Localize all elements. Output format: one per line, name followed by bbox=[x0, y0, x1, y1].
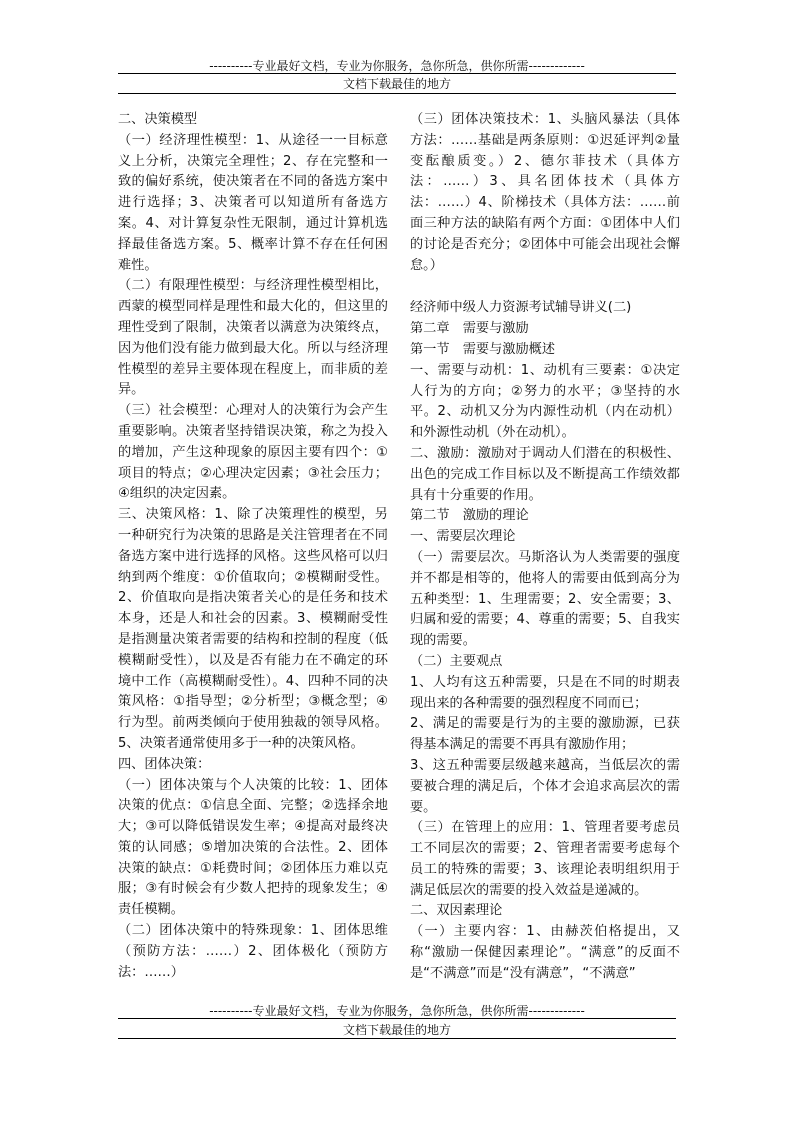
paragraph-economic-rational-model: （一）经济理性模型：1、从途径一一目标意义上分析，决策完全理性；2、存在完整和一致的偏好系统，使决策者在不同的备选方案中进行选择；3、决策者可以知道所有备选方案。4、对计算复杂性无限制，通过计算机选择最佳备选方案。5、概率计算不存在任何困难性。 bbox=[118, 132, 388, 273]
section-heading-1: 第一节 需要与激励概述 bbox=[410, 341, 556, 357]
paragraph-two-factor-content: （一）主要内容：1、由赫茨伯格提出，又称“激励一保健因素理论”。“满意”的反面不是“不满意”而是“没有满意”，“不满意” bbox=[410, 924, 680, 981]
header-subtitle: 文档下载最佳的地方 bbox=[342, 77, 451, 91]
section-heading-2: 第二节 激励的理论 bbox=[410, 508, 529, 524]
header-rule-bottom bbox=[118, 93, 676, 94]
left-column bbox=[118, 110, 388, 983]
section-heading-decision-models: 二、决策模型 bbox=[118, 112, 198, 127]
paragraph-group-vs-individual: （一）团体决策与个人决策的比较：1、团体决策的优点：①信息全面、完整；②选择余地大；③可以降低错误发生率；④提高对最终决策的认同感；⑤增加决策的合法性。2、团体决策的缺点：①耗费时间；②团体压力难以克服；③有时候会有少数人把持的现象发生；④责任模糊。 bbox=[118, 777, 388, 918]
header-rule-top bbox=[118, 73, 676, 74]
paragraph-group-special-phenomena: （二）团体决策中的特殊现象：1、团体思维（预防方法：……）2、团体极化（预防方法：……） bbox=[118, 923, 388, 980]
paragraph-view-3: 3、这五种需要层级越来越高，当低层次的需要被合理的满足后，个体才会追求高层次的需要。 bbox=[410, 757, 680, 815]
lecture-title: 经济师中级人力资源考试辅导讲义(二) bbox=[410, 300, 632, 316]
subheading-hierarchy-theory: 一、需要层次理论 bbox=[410, 529, 516, 545]
footer-subtitle: 文档下载最佳的地方 bbox=[342, 1023, 451, 1037]
chapter-heading: 第二章 需要与激励 bbox=[410, 321, 529, 337]
right-column bbox=[410, 110, 680, 985]
footer-rule-bottom bbox=[118, 1038, 676, 1039]
footer-rule-top bbox=[118, 1018, 676, 1019]
paragraph-management-application: （三）在管理上的应用：1、管理者要考虑员工不同层次的需要；2、管理者需要考虑每个员工的特殊的需要；3、该理论表明组织用于满足低层次的需要的投入效益是递减的。 bbox=[410, 820, 680, 898]
paragraph-bounded-rational-model: （二）有限理性模型：与经济理性模型相比，西蒙的模型同样是理性和最大化的，但这里的理性受到了限制，决策者以满意为决策终点，因为他们没有能力做到最大化。所以与经济理性模型的差异主要体现在程度上，而非质的差异。 bbox=[118, 278, 388, 398]
paragraph-need-hierarchy: （一）需要层次。马斯洛认为人类需要的强度并不都是相等的，他将人的需要由低到高分为五种类型：1、生理需要；2、安全需要；3、归属和爱的需要；4、尊重的需要；5、自我实现的需要。 bbox=[410, 549, 680, 649]
subheading-two-factor-theory: 二、双因素理论 bbox=[410, 903, 503, 919]
subheading-main-views: （二）主要观点 bbox=[410, 653, 503, 669]
footer-tagline: ----------专业最好文档，专业为你服务，急你所急，供你所需------------- bbox=[209, 1004, 585, 1018]
section-heading-group-decision: 四、团体决策： bbox=[118, 756, 211, 772]
paragraph-view-1: 1、人均有这五种需要，只是在不同的时期表现出来的各种需要的强烈程度不同而已； bbox=[410, 674, 680, 711]
paragraph-incentive: 二、激励：激励对于调动人们潜在的积极性、出色的完成工作目标以及不断提高工作绩效都具有十分重要的作用。 bbox=[410, 445, 680, 503]
paragraph-view-2: 2、满足的需要是行为的主要的激励源，已获得基本满足的需要不再具有激励作用； bbox=[410, 716, 680, 753]
paragraph-social-model: （三）社会模型：心理对人的决策行为会产生重要影响。决策者坚持错误决策，称之为投入的增加，产生这种现象的原因主要有四个：①项目的特点；②心理决定因素；③社会压力；④组织的决定因素。 bbox=[118, 403, 388, 502]
paragraph-decision-styles: 三、决策风格：1、除了决策理性的模型，另一种研究行为决策的思路是关注管理者在不同备选方案中进行选择的风格。这些风格可以归纳到两个维度：①价值取向；②模糊耐受性。2、价值取向是指决策者关心的是任务和技术本身，还是人和社会的因素。3、模糊耐受性是指测量决策者需要的结构和控制的程度（低模糊耐受性），以及是否有能力在不确定的环境中工作（高模糊耐受性）。4、四种不同的决策风格：①指导型；②分析型；③概念型；④行为型。前两类倾向于使用独裁的领导风格。5、决策者通常使用多于一种的决策风格。 bbox=[118, 507, 388, 751]
header-tagline: ----------专业最好文档，专业为你服务，急你所急，供你所需------------- bbox=[209, 59, 585, 73]
paragraph-group-decision-techniques: （三）团体决策技术：1、头脑风暴法（具体方法：……基础是两条原则：①迟延评判②量变酝酿质变。）2、德尔菲技术（具体方法：……）3、具名团体技术（具体方法：……）4、阶梯技术（具体方法：……前面三种方法的缺陷有两个方面：①团体中人们的讨论是否充分；②团体中可能会出现社会懈怠。） bbox=[410, 112, 680, 273]
paragraph-needs-motivation: 一、需要与动机：1、动机有三要素：①决定人行为的方向；②努力的水平；③坚持的水平。2、动机又分为内源性动机（内在动机）和外源性动机（外在动机）。 bbox=[410, 362, 680, 441]
